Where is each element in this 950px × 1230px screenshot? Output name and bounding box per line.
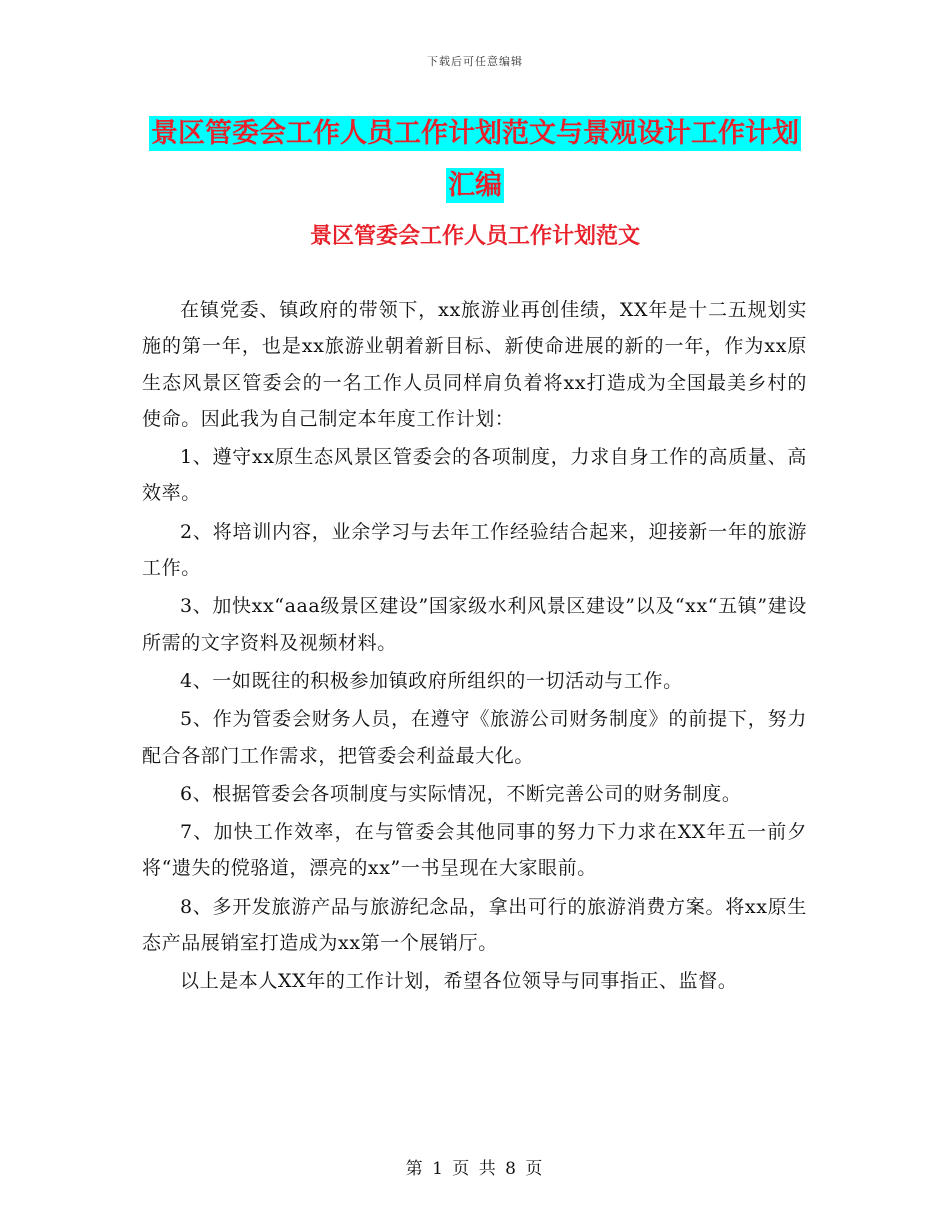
paragraph-item-4: 4、一如既往的积极参加镇政府所组织的一切活动与工作。 — [180, 669, 683, 692]
document-title — [140, 108, 810, 212]
section-title: 景区管委会工作人员工作计划范文 — [309, 224, 640, 249]
header-note: 下载后可任意编辑 — [427, 55, 523, 68]
paragraph-item-6: 6、根据管委会各项制度与实际情况，不断完善公司的财务制度。 — [180, 782, 742, 805]
paragraph-item-8: 8、多开发旅游产品与旅游纪念品，拿出可行的旅游消费方案。将xx原生态产品展销室打造成为xx第一个展销厅。 — [142, 895, 807, 955]
body-text — [142, 292, 807, 1002]
paragraph-item-3: 3、加快xx“aaa级景区建设”国家级水利风景区建设”以及“xx“五镇”建设所需的文字资料及视频材料。 — [142, 595, 807, 654]
paragraph-item-5: 5、作为管委会财务人员，在遵守《旅游公司财务制度》的前提下，努力配合各部门工作需求，把管委会利益最大化。 — [142, 708, 807, 767]
paragraph-closing: 以上是本人XX年的工作计划，希望各位领导与同事指正、监督。 — [180, 970, 738, 993]
paragraph-intro: 在镇党委、镇政府的带领下，xx旅游业再创佳绩，XX年是十二五规划实施的第一年，也是xx旅游业朝着新目标、新使命进展的新的一年，作为xx原生态风景区管委会的一名工作人员同样肩负着将xx打造成为全国最美乡村的使命。因此我为自己制定本年度工作计划： — [142, 299, 807, 430]
document-title-text: 景区管委会工作人员工作计划范文与景观设计工作计划汇编 — [151, 118, 799, 201]
paragraph-item-7: 7、加快工作效率，在与管委会其他同事的努力下力求在XX年五一前夕将“遗失的傥骆道，漂亮的xx”一书呈现在大家眼前。 — [142, 821, 807, 880]
page-footer: 第 1 页 共 8 页 — [405, 1159, 545, 1179]
paragraph-item-2: 2、将培训内容，业余学习与去年工作经验结合起来，迎接新一年的旅游工作。 — [142, 520, 807, 580]
paragraph-item-1: 1、遵守xx原生态风景区管委会的各项制度，力求自身工作的高质量、高效率。 — [142, 446, 807, 505]
